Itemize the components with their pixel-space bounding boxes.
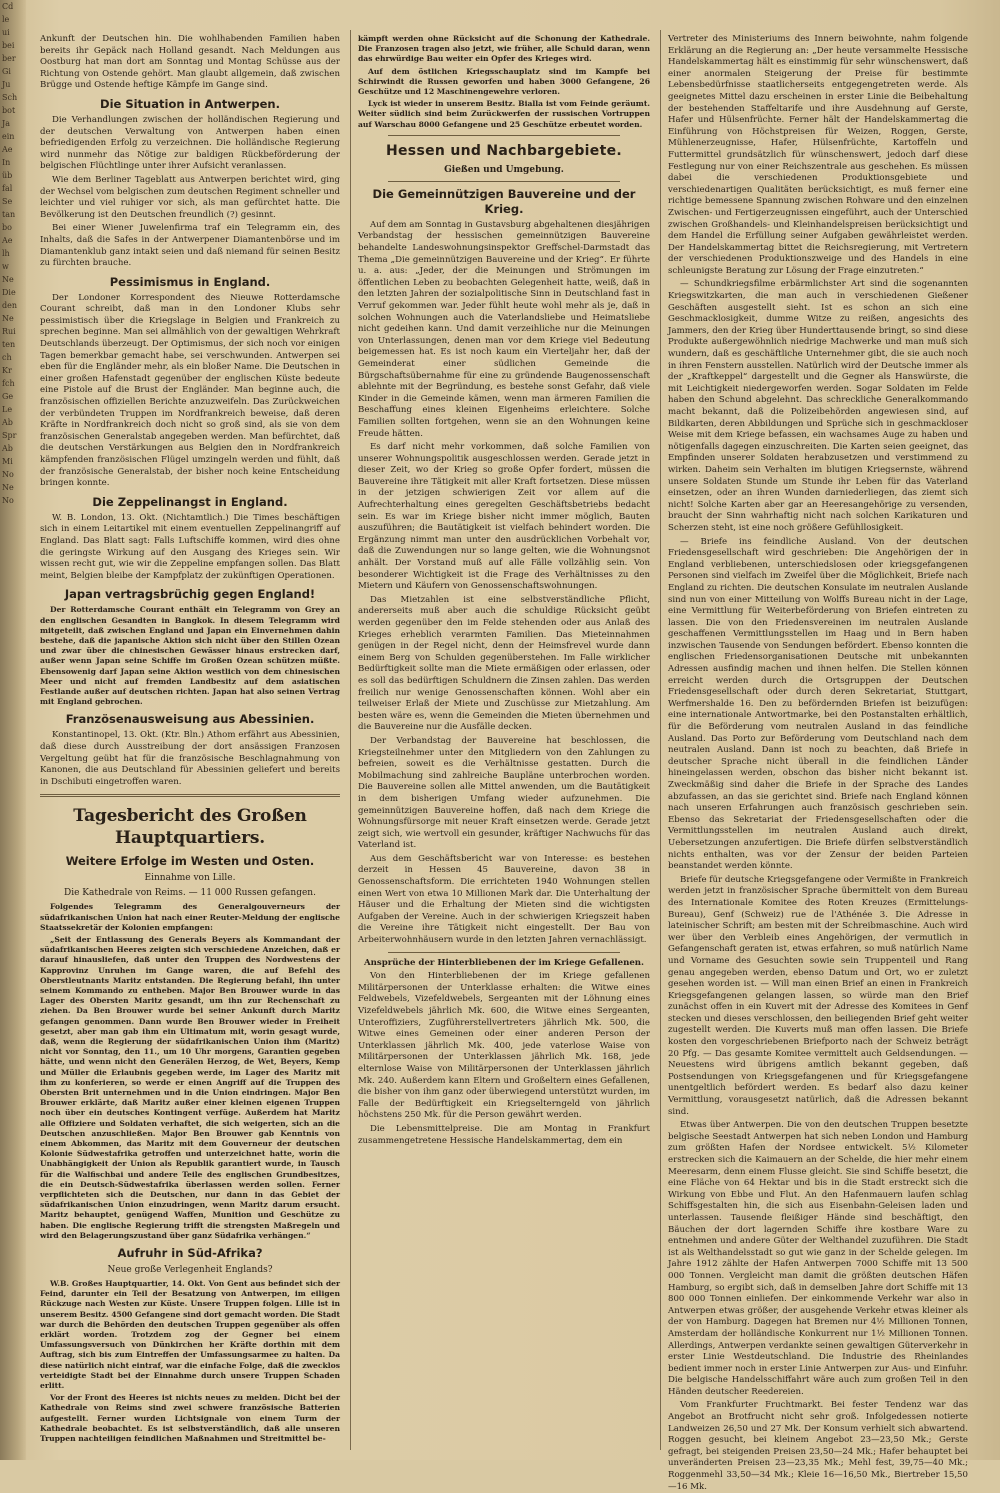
edge-fragment: le — [2, 15, 10, 24]
article-text: Aus dem Geschäftsbericht war von Interesse: es bestehen derzeit in Hessen 45 Bauvereine, davon 38 in Genossenschaftsform. Die errichteten 1940 Wohnungen stellen einen Wert von etwa 10 Millionen Mark dar. Die Unterhaltung der Häuser und die Erhaltung der Mieten sind die wichtigsten Aufgaben der Vereine. Auch in der schwierigen Kriegszeit haben die Vereine ihre Tätigkeit nicht eingestellt. Der Bau von Arbeiterwohnhäusern wurde in den letzten Jahren vernachlässigt. — [358, 853, 650, 946]
article-text: Folgendes Telegramm des Generalgouverneurs der südafrikanischen Union hat nach einer Reuter-Meldung der englische Staatssekretär der Kolonien empfangen: — [40, 902, 340, 932]
article-small-text — [358, 34, 650, 130]
main-headline: Tagesbericht des Großen Hauptquartiers. — [73, 806, 307, 849]
article-text: Vor der Front des Heeres ist nichts neues zu melden. Dicht bei der Kathedrale von Reims sind zwei schwere französische Batterien aufgestellt. Ferner wurden Lichtsignale von einem Turm der Kathedrale beobachtet. Es ist selbstverständlich, daß alle unseren Truppen nachteiligen feindlichen Maßnahmen und Streitmittel be- — [40, 1393, 340, 1444]
edge-fragment: Cd — [2, 2, 14, 11]
edge-fragment: Sch — [2, 93, 18, 102]
article-small-text — [40, 1279, 340, 1444]
divider — [388, 135, 620, 136]
article-text: Der Verbandstag der Bauvereine hat beschlossen, die Kriegsteilnehmer unter den Mitgliedern von den Zahlungen zu befreien, soweit es die Verhältnisse gestatten. Durch die Mobilmachung sind zahlreiche Baupläne unterbrochen worden. Die Bauvereine sollen alle Mittel anwenden, um die Bautätigkeit in dem bisherigen Umfang wieder aufzunehmen. Die gemeinnützigen Bauvereine hoffen, daß nach dem Kriege die Wohnungsfürsorge mit neuer Kraft einsetzen werde. Gerade jetzt zeigt sich, wie wertvoll ein gesunder, kräftiger Nachwuchs für das Vaterland ist. — [358, 735, 650, 851]
article-text: Briefe für deutsche Kriegsgefangene oder Vermißte in Frankreich werden jetzt in französischer Sprache übermittelt von dem Bureau des Internationale Komitee des Roten Kreuzes (Ermittelungs-Bureau), Genf (Schweiz) rue de l'Athénée 3. Die Adresse in lateinischer Schrift; am besten mit der Schreibmaschine. Auch wird wer über den Verbleib eines Angehörigen, der vermutlich in Gefangenschaft geraten ist, etwas erfahren, so muß natürlich Name und Vorname des Gesuchten sowie sein Truppenteil und Rang genau angegeben werden, ebenso Datum und Ort, wo er zuletzt gesehen worden ist. — Will man einen Brief an einen in Frankreich Kriegsgefangenen gelangen lassen, so würde man den Brief zunächst offen in ein Kuvert mit der Adresse des Komitees in Genf stecken und dieses verschlossen, den beiliegenden Brief geht weiter zugestellt werden. Die Kuverts muß man offen lassen. Die Briefe kosten den vorgeschriebenen Briefporto nach der Schweiz beträgt 20 Pfg. — Das gesamte Komitee vermittelt auch Geldsendungen. — Neuestens wird übrigens amtlich bekannt gegeben, daß Postsendungen von Kriegsgefangenen und für Kriegsgefangene unentgeltlich befördert werden. Es bedarf also dazu keiner Vermittlung, vorausgesetzt natürlich, daß die Adressen bekannt sind. — [668, 874, 968, 1117]
subheadline: Einnahme von Lille. — [144, 873, 236, 884]
edge-fragment: In — [2, 158, 11, 167]
column-3 — [668, 34, 968, 1492]
edge-fragment: w — [2, 262, 9, 271]
edge-fragment: bot — [2, 106, 16, 115]
edge-fragment: Le — [2, 405, 13, 414]
subheadline: Weitere Erfolge im Westen und Osten. — [65, 854, 315, 869]
headline: Ansprüche der Hinterbliebenen der im Kriege Gefallenen. — [363, 957, 645, 968]
article-text: Konstantinopel, 13. Okt. (Ktr. Bln.) Athom erfährt aus Abessinien, daß diese durch Ausstreibung der dort ansässigen Franzosen Vergeltung geübt hat für die französische Beschlagnahmung von Kanonen, die aus Deutschland für Abessinien geliefert und bereits in Dschibuti eingetroffen waren. — [40, 730, 340, 787]
edge-fragment: Gi — [2, 67, 11, 76]
edge-fragment: den — [2, 301, 18, 310]
article-text: Das Mietzahlen ist eine selbstverständliche Pflicht, andererseits muß aber auch die schuldige Rücksicht geübt werden gegenüber den im Felde stehenden oder aus Anlaß des Krieges erheblich verarmten Familien. Das Mieteinnahmen genügen in der Regel nicht, denn der Heimsfrevel wurde dann einem Berg von Schulden gegenüberstehen. Im Falle wirklicher Bedürftigkeit sollte man die Miete ermäßigen oder erlassen, oder es soll das bedürftigen Schuldnern die Zinsen zahlen. Das werden freilich nur wenige Genossenschaften können. Wohl aber ein teilweiser Erlaß der Miete und Zuschüsse zur Mietzahlung. Am besten wäre es, wenn die Gemeinden die Mieten übernehmen und die Bauvereine nur die Ausfälle decken. — [358, 594, 650, 733]
divider — [388, 952, 620, 953]
edge-fragment: Rui — [2, 327, 16, 336]
edge-fragment: Die — [2, 288, 16, 297]
edge-fragment: Mi — [2, 457, 13, 466]
edge-fragment: Ab — [2, 418, 13, 427]
article-text: — Schundkriegsfilme erbärmlichster Art sind die sogenannten Kriegswitzkarten, die man auch in verschiedenen Gießener Geschäften ausgestellt sieht. Ist es schon an sich eine Geschmacklosigkeit, dumme Witze zu reißen, angesichts des Jammers, den der Krieg über Hunderttausende bringt, so sind diese Produkte außergewöhnlich niedrige Machwerke und man muß sich wundern, daß es geschäftliche Unternehmer gibt, die sie auch noch in ihren Fenstern ausstellen. Natürlich wird der Deutsche immer als der „Kraftkeppel“ dargestellt und die Gegner als Hanswürste, die mit Leichtigkeit niedergeworfen werden. Sogar Soldaten im Felde haben den Schund abgelehnt. Das schreckliche Generalkommando macht bekannt, daß die Polizeibehörden angewiesen sind, auf Bildkarten, deren Abbildungen und Sprüche sich in geschmackloser Weise mit dem Kriege befassen, ein wachsames Auge zu haben und nötigenfalls dagegen einzuschreiten. Die Karten seien geeignet, das Empfinden unserer Soldaten herabzusetzen und verstimmend zu wirken. Daheim sein Verhalten im blutigen Kriegsernste, während unsere Soldaten Stunde um Stunde ihr Leben für das Vaterland einsetzen, oder an ihren Wunden darniederliegen, das ziemt sich nicht! Solche Karten aber gar an Heeresangehörige zu versenden, braucht der Sinn wahrhaftig nicht nach solchen Karikaturen und Scherzen steht, ist eine noch größere Gefühllosigkeit. — [668, 279, 968, 533]
headline: Die Zeppelinangst in England. — [92, 494, 288, 509]
edge-fragment: Spr — [2, 431, 17, 440]
edge-fragment: üb — [2, 171, 13, 180]
article-text: kämpft werden ohne Rücksicht auf die Schonung der Kathedrale. Die Franzosen tragen also jetzt, wie früher, alle Schuld daran, wenn das ehrwürdige Bau weiter ein Opfer des Krieges wird. — [358, 34, 650, 64]
article-text: Wie dem Berliner Tageblatt aus Antwerpen berichtet wird, ging der Wechsel vom belgischen zum deutschen Regiment schneller und leichter und viel ruhiger vor sich, als man gefürchtet hatte. Die Bevölkerung ist den Deutschen freundlich (?) gesinnt. — [40, 174, 340, 220]
edge-fragment: Ae — [2, 145, 13, 154]
edge-fragment: ten — [2, 340, 16, 349]
adjacent-page-edge — [0, 0, 26, 1460]
column-rule — [660, 30, 661, 1450]
edge-fragment: Ge — [2, 392, 14, 401]
article-small-text — [40, 902, 340, 1241]
edge-fragment: Ne — [2, 275, 14, 284]
subheadline: Neue große Verlegenheit Englands? — [107, 1265, 273, 1276]
edge-fragment: No — [2, 470, 14, 479]
edge-fragment: ch — [2, 353, 12, 362]
edge-fragment: Ne — [2, 314, 14, 323]
article-text: Vom Frankfurter Fruchtmarkt. Bei fester Tendenz war das Angebot an Brotfrucht nicht sehr groß. Infolgedessen notierte Landweizen 26,50 und 27 Mk. Der Konsum verhielt sich abwartend. Roggen gesucht, bei kleinem Angebot 23—23,50 Mk.; Gerste gefragt, bei steigenden Preisen 23,50—24 Mk.; Hafer behauptet bei unveränderten Preisen 23—23,35 Mk.; Mehl fest, 39,75—40 Mk.; Roggenmehl 33,50—34 Mk.; Kleie 16—16,50 Mk., Biertreber 15,50—16 Mk. — [668, 1400, 968, 1492]
article-text: „Seit der Entlassung des Generals Beyers als Kommandant der südafrikanischen Heeres zeigten sich verschiedene Anzeichen, daß er darauf hinausliefen, daß unter den Truppen des Nordwestens der Kapprovinz Unruhen im Gange waren, die auf Befehl des Oberstleutnants Maritz entstanden. Die Regierung befahl, ihn unter seinem Kommando zu entheben. Major Ben Brouwer wurde in das Lager des Obersten Maritz gesandt, um ihn zur Rechenschaft zu ziehen. Da Ben Brouwer wurde bei seiner Ankunft durch Maritz gefangen genommen. Dann wurde Ben Brouwer wieder in Freiheit gesetzt, aber man gab ihm ein Ultimatum mit, worin gesagt wurde, daß, wenn die Regierung der südafrikanischen Union ihm (Maritz) nicht vor Sonntag, den 11., um 10 Uhr morgens, Garantien gegeben hätte, und wenn nicht den Generälen Herzog, de Wet, Beyers, Kemp und Müller die Erlaubnis gegeben werde, im Lager des Maritz mit ihm zu konferieren, so werde er einen Angriff auf die Truppen des Obersten Brit unternehmen und in die Union eindringen. Major Ben Brouwer erklärte, daß Maritz außer einer kleinen eigenen Truppen noch über ein deutsches Kontingent verfüge. Außerdem hat Maritz alle Offiziere und Soldaten verhaftet, die sich weigerten, sich an die Deutschen anzuschließen. Major Ben Brouwer gab Kenntnis von einem Abkommen, das Maritz mit dem Gouverneur der deutschen Kolonie Südwestafrika getroffen und unterzeichnet hatte, worin die Unabhängigkeit der Union als Republik garantiert wurde, in Tausch für die Walfischbai und andere Teile des englischen Grundbesitzes, die ein Deutsch-Südwestafrika überlassen werden sollen. Ferner verpflichteten sich die Deutschen, nur dann in das Gebiet der südafrikanischen Union einzudringen, wenn Maritz darum ersucht. Maritz behauptet, genügend Waffen, Munition und Geschütze zu haben. Die englische Regierung trifft die strengsten Maßregeln und wird den Belagerungszustand über ganz Südafrika verhängen.“ — [40, 934, 340, 1240]
section-headline: Hessen und Nachbargebiete. — [386, 142, 622, 159]
edge-fragment: bo — [2, 223, 12, 232]
edge-fragment: Ja — [2, 119, 10, 128]
article-text: Lyck ist wieder in unserem Besitz. Bialla ist vom Feinde geräumt. Weiter südlich sind beim Zurückwerfen der russischen Vortruppen auf Warschau 8000 Gefangene und 25 Geschütze erbeutet worden. — [358, 99, 650, 129]
article-text: Ankunft der Deutschen hin. Die wohlhabenden Familien haben bereits ihr Gepäck nach Holland gesandt. Nach Meldungen aus Oostburg hat man dort am Sonntag und Montag Schüsse aus der Richtung von Ostende gehört. Man glaubt allgemein, daß zwischen Brügge und Ostende heftige Kämpfe im Gange sind. — [40, 34, 340, 91]
article-text: Etwas über Antwerpen. Die von den deutschen Truppen besetzte belgische Seestadt Antwerpen hat sich neben London und Hamburg zum größten Hafen der Nordsee entwickelt. 5½ Kilometer erstrecken sich die Kaimauern an der Schelde, die hier mehr einem Meeresarm, denn einem Flusse gleicht. Sie sind Schiffe besetzt, die eine Fläche von 64 Hektar und bis in die Stadt erstreckt sich die Wirkung von Ebbe und Flut. An den Hafenmauern laufen schlag Schiffsgestalten hin, die sich aus Eisenbahn-Geleisen laden und unterlassen. Tausende fleißiger Hände sind beschäftigt, den Bäuchen der dort lagernden Schiffe ihre kostbare Ware zu entnehmen und andere Güter der Welthandel zuzuführen. Die Stadt ist als Welthandelsstadt so gut wie ganz in der Schelde gelegen. Im Jahre 1912 zählte der Hafen Antwerpen 7000 Schiffe mit 13 500 000 Tonnen. Vergleicht man damit die größten deutschen Häfen Hamburg, so ergibt sich, daß in demselben Jahre dort Schiffe mit 13 800 000 Tonnen einliefen. Der einkommende Verkehr war also in Antwerpen etwas größer, der ausgehende Verkehr etwas kleiner als der von Hamburg. Dagegen hat Bremen nur 4½ Millionen Tonnen, Amsterdam der holländische Konkurrent nur 1½ Millionen Tonnen. Allerdings, Antwerpen verdankte seinen gewaltigen Güterverkehr in erster Linie Westdeutschland. Die Industrie des Rheinlandes bedient immer noch in erster Linie Antwerpen zur Aus- und Einfuhr. Die belgische Handelsschiffahrt wäre auch zum großen Teil in den Händen deutscher Reedereien. — [668, 1120, 968, 1397]
column-rule — [350, 30, 351, 1450]
article-text: Der Rotterdamsche Courant enthält ein Telegramm von Grey an den englischen Gesandten in Bangkok. In diesem Telegramm wird mitgeteilt, daß zwischen England und Japan ein Einvernehmen dahin bestehe, daß die japanische Aktion sich nicht über den Stillen Ozean und zwar über die chinesischen Gewässer hinaus erstrecken darf, außer wenn Japan seine Schiffe im Großen Ozean schützen müßte. Ebensowenig darf Japan seine Aktion westlich von dem chinesischen Meer und nicht auf fremden Landbesitz auf dem asiatischen Festlande außer auf deutschen richten. Japan hat also seinen Vertrag mit England gebrochen. — [40, 605, 340, 707]
article-text: Vertreter des Ministeriums des Innern beiwohnte, nahm folgende Erklärung an die Regierung an: „Der heute versammelte Hessische Handelskammertag hält es einstimmig für sehr wünschenswert, daß einer anormalen Steigerung der Preise für bestimmte Lebensbedürfnisse staatlicherseits entgegengetreten werde. Als geeignetes Mittel dazu erscheinen in erster Linie die Beibehaltung der bestehenden Staffeltarife und ihre Ausdehnung auf Gerste, Hafer und Hülsenfrüchte. Ferner hält der Handelskammertag die Einführung von Höchstpreisen für Weizen, Roggen, Gerste, Mühlenerzeugnisse, Hafer, Hülsenfrüchte, Kartoffeln und Futtermittel grundsätzlich für wünschenswert, jedoch darf diese Festlegung nur von einer Reichszentrale aus geschehen. Es müssen dabei die verschiedenen Produktionsgebiete und verschiedenartigen Qualitäten berücksichtigt, es muß ferner eine richtige bemessene Spannung zwischen Rohware und den einzelnen Zwischen- und Fertigerzeugnissen eingeführt, auch der Unterschied zwischen Großhandels- und Kleinhandelspreisen berücksichtigt und dem Handel die Erfüllung seiner Aufgaben gewährleistet werden. Der Handelskammertag bittet die Reichsregierung, mit Vertretern der verschiedenen Produktionszweige und des Handels in eine schleunigste Beratung zur Lösung der Frage einzutreten.“ — [668, 34, 968, 276]
headline: Pessimismus in England. — [109, 274, 271, 289]
edge-fragment: Ab — [2, 444, 13, 453]
edge-fragment: ui — [2, 28, 10, 37]
edge-fragment: No — [2, 496, 14, 505]
edge-fragment: bei — [2, 41, 15, 50]
divider — [388, 181, 620, 182]
headline: Die Situation in Antwerpen. — [100, 96, 280, 111]
article-text: — Briefe ins feindliche Ausland. Von der deutschen Friedensgesellschaft wird geschrieben: Die Angehörigen der in England verbliebenen, unterschiedslosen oder kriegsgefangenen Personen sind vielfach im Zweifel über die Möglichkeit, Briefe nach England zu richten. Die deutschen Konsulate im neutralen Auslande sind nun von einer Mitteilung von Wolffs Bureau nicht in der Lage, eine Vermittlung für Weiterbeförderung von Briefen eintreten zu lassen. Die von den Friedensvereinen im neutralen Auslande geschaffenen Vermittlungsstellen im Haag und in Bern haben inzwischen Tausende von Sendungen befördert. Ebenso konnten die englischen Friedensorganisationen Deutsche mit unbekannten Adressen ausfindig machen und ihnen helfen. Die Stellen können erreicht werden durch die Ortsgruppen der Deutschen Friedensgesellschaft oder durch deren Sekretariat, Stuttgart, Werfmershalde 16. Den zu befördernden Briefen ist beizufügen: eine internationale Antwortmarke, bei den Postanstalten erhältlich, für die Beförderung vom neutralen Ausland in das feindliche Ausland. Das Porto zur Beförderung vom Deutschland nach dem neutralen Ausland. Dann ist noch zu beachten, daß Briefe in deutscher Sprache nicht überall in die feindlichen Länder hineingelassen werden, obschon das bisher nicht bekannt ist. Zweckmäßig sind daher die Briefe in der Sprache des Landes abzufassen, an das sie gerichtet sind. Briefe nach England können nach unseren Erfahrungen auch französisch geschrieben sein. Ebenso das Sekretariat der Friedensgesellschaften oder die Vermittlungsstellen im neutralen Ausland auch direkt, Uebersetzungen anzufertigen. Die Briefe dürfen selbstverständlich nichts enthalten, was vor der Zensur der beiden Parteien beanstandet werden könnte. — [668, 536, 968, 872]
edge-fragment: Ju — [2, 80, 11, 89]
article-small-text — [40, 605, 340, 707]
article-text: W. B. London, 13. Okt. (Nichtamtlich.) Die Times beschäftigen sich in einem Leitartikel mit einem eventuellen Zeppelinangriff auf England. Das Blatt sagt: Falls Luftschiffe kommen, wird dies ohne die geringste Wirkung auf den Ausgang des Krieges sein. Wir wissen recht gut, wie wir die Zeppeline empfangen sollen. Das Blatt meint, Belgien bleibe der Kampfplatz der zukünftigen Operationen. — [40, 512, 340, 581]
article-text: W.B. Großes Hauptquartier, 14. Okt. Von Gent aus befindet sich der Feind, darunter ein Teil der Besatzung von Antwerpen, im eiligen Rückzuge nach Westen zur Küste. Unsere Truppen folgen. Lille ist in unserem Besitz. 4500 Gefangene sind dort gemacht worden. Die Stadt war durch die Behörden den deutschen Truppen gegenüber als offen erklärt worden. Trotzdem zog der Gegner bei einem Umfassungsversuch von Dünkirchen her Kräfte dorthin mit dem Auftrag, sich bis zum Eintreffen der Umfassungsarmee zu halten. Da diese natürlich nicht eintraf, war die einfache Folge, daß die zwecklos verteidigte Stadt bei der Einnahme durch unsere Truppen Schaden erlitt. — [40, 1279, 340, 1391]
article-text: Es darf nicht mehr vorkommen, daß solche Familien von unserer Wohnungspolitik ausgeschlossen werden. Gerade jetzt in dieser Zeit, wo der Krieg so große Opfer fordert, müssen die Bauvereine ihre Tätigkeit mit aller Kraft fortsetzen. Diese müssen in der jetzigen schwierigen Zeit vor allem auf die Aufrechterhaltung eines geregelten Geschäftsbetriebs bedacht sein. Es war im Kriege bisher nicht immer möglich, Bauten auszuführen; die Bautätigkeit ist vielfach behindert worden. Die Ergänzung nimmt man unter den ausdrücklichen Vorbehalt vor, daß die Zuwendungen nur so lange gelten, wie die Wohnungsnot anhält. Der Vorstand muß auf alle Fälle vollzählig sein. Von besonderer Wichtigkeit ist die Frage des Verhältnisses zu den Mietern und Käufern von Genossenschaftswohnungen. — [358, 442, 650, 592]
edge-fragment: ein — [2, 132, 15, 141]
edge-fragment: ber — [2, 54, 16, 63]
edge-fragment: fal — [2, 184, 13, 193]
article-text: Die Lebensmittelpreise. Die am Montag in Frankfurt zusammengetretene Hessische Handelskammertag, dem ein — [358, 1123, 650, 1146]
article-text: Auf dem am Sonntag in Gustavsburg abgehaltenen diesjährigen Verbandstag der hessischen gemeinnützigen Bauvereine behandelte Landeswohnungsinspektor Greffschel-Darmstadt das Thema „Die gemeinnützigen Bauvereine und der Krieg“. Er führte u. a. aus: „Jeder, der die Meinungen und Strömungen im öffentlichen Leben zu beobachten Gelegenheit hatte, weiß, daß in den letzten Jahren der sozialpolitische Sinn in Deutschland fast in Verruf gekommen war. Jeder fühlt heute wohl mehr als je, daß in solchen Wohnungen auch die Vaterlandsliebe und Heimatsliebe nicht gedeihen kann. Und damit verzeihliche nur die Meinungen von Unterlassungen, denen man vor dem Kriege viel Bedeutung beigemessen hat. Es ist noch kaum ein Vierteljahr her, daß der Gemeinderat einer südlichen Gemeinde die Bürgschaftsübernahme für eine zu gründende Baugenossenschaft ablehnte mit der Begründung, es bestehe sonst Gefahr, daß viele Kinder in die Gemeinde kämen, wenn man ärmeren Familien die Beschaffung eines kleinen Eigenheims erleichtere. Solche Familien sollten fortgehen, wenn sie an den Wohnungen keine Freude hätten. — [358, 219, 650, 439]
edge-fragment: Se — [2, 197, 13, 206]
headline: Aufruhr in Süd-Afrika? — [117, 1246, 263, 1261]
headline: Französenausweisung aus Abessinien. — [65, 712, 315, 727]
edge-fragment: Ne — [2, 483, 14, 492]
headline: Die Gemeinnützigen Bauvereine und der Krieg. — [372, 186, 636, 216]
subheadline: Die Kathedrale von Reims. — 11 000 Russen gefangen. — [64, 888, 316, 899]
headline: Japan vertragsbrüchig gegen England! — [64, 587, 316, 602]
article-text: Der Londoner Korrespondent des Nieuwe Rotterdamsche Courant schreibt, daß man in den Londoner Klubs sehr pessimistisch über die Kriegslage in Belgien und Frankreich zu sprechen beginne. Man sei allmählich von der gewaltigen Wehrkraft Deutschlands überzeugt. Der Optimismus, der sich noch vor einigen Tagen bemerkbar gemacht habe, sei verschwunden. Antwerpen sei eben für die Engländer mehr, als ein bloßer Name. Die Deutschen in einer großen Hafenstadt gegenüber der englischen Küste bedeute eine Pistole auf die Brust der Engländer. Man beginne auch, die französischen offiziellen Berichte anzuzweifeln. Das Zurückweichen der verbündeten Truppen im Nordfrankreich beweise, daß deren Kräfte in Nordfrankreich doch nicht so groß sind, als sie von dem französischen Generalstab angegeben werden. Man befürchtet, daß die deutschen Verstärkungen aus Belgien den in Nordfrankreich kämpfenden französischen Flügel umzingeln werden und fühlt, daß der französische Generalstab, der bisher noch keine Entscheidung bringen konnte. — [40, 292, 340, 489]
column-2 — [358, 34, 650, 1450]
edge-fragment: fch — [2, 379, 15, 388]
article-text: Die Verhandlungen zwischen der holländischen Regierung und der deutschen Verwaltung von Antwerpen haben einen befriedigenden Erfolg zu verzeichnen. Die holländische Regierung wird nunmehr das Nötige zur baldigen Rückbeförderung der belgischen Flüchtlinge unter ihrer Aufsicht veranlassen. — [40, 114, 340, 172]
section-subheadline: Gießen und Umgebung. — [444, 164, 564, 175]
edge-fragment: lh — [2, 249, 10, 258]
edge-fragment: Ae — [2, 236, 13, 245]
article-text: Bei einer Wiener Juwelenfirma traf ein Telegramm ein, des Inhalts, daß die Safes in der Antwerpener Diamantenbörse und im Diamantenklub ganz intakt seien und daß niemand für seinen Besitz zu fürchten brauche. — [40, 223, 340, 269]
column-1 — [40, 34, 340, 1450]
edge-fragment: Kr — [2, 366, 12, 375]
article-text: Von den Hinterbliebenen der im Kriege gefallenen Militärpersonen der Unterklasse erhalten: die Witwe eines Feldwebels, Vizefeldwebels, Sergeanten mit der Löhnung eines Vizefeldwebels jährlich Mk. 600, die Witwe eines Sergeanten, Unteroffiziers, Zugführerstellvertreters jährlich Mk. 500, die Witwe eines Gemeinen oder einer anderen Person der Unterklassen jährlich Mk. 400, jede vaterlose Waise von Militärpersonen der Unterklassen jährlich Mk. 168, jede elternlose Waise von Militärpersonen der Unterklassen jährlich Mk. 240. Außerdem kann Eltern und Großeltern eines Gefallenen, die bisher von ihm ganz oder überwiegend unterstützt wurden, im Falle der Bedürftigkeit ein Kriegselterngeld von jährlich höchstens 250 Mk. für die Person gewährt werden. — [358, 971, 650, 1121]
divider — [40, 794, 340, 797]
article-text: Auf dem östlichen Kriegsschauplatz sind im Kampfe bei Schirwindt die Russen geworfen und haben 3000 Gefangene, 26 Geschütze und 12 Maschinengewehre verloren. — [358, 66, 650, 97]
edge-fragment: tan — [2, 210, 16, 219]
